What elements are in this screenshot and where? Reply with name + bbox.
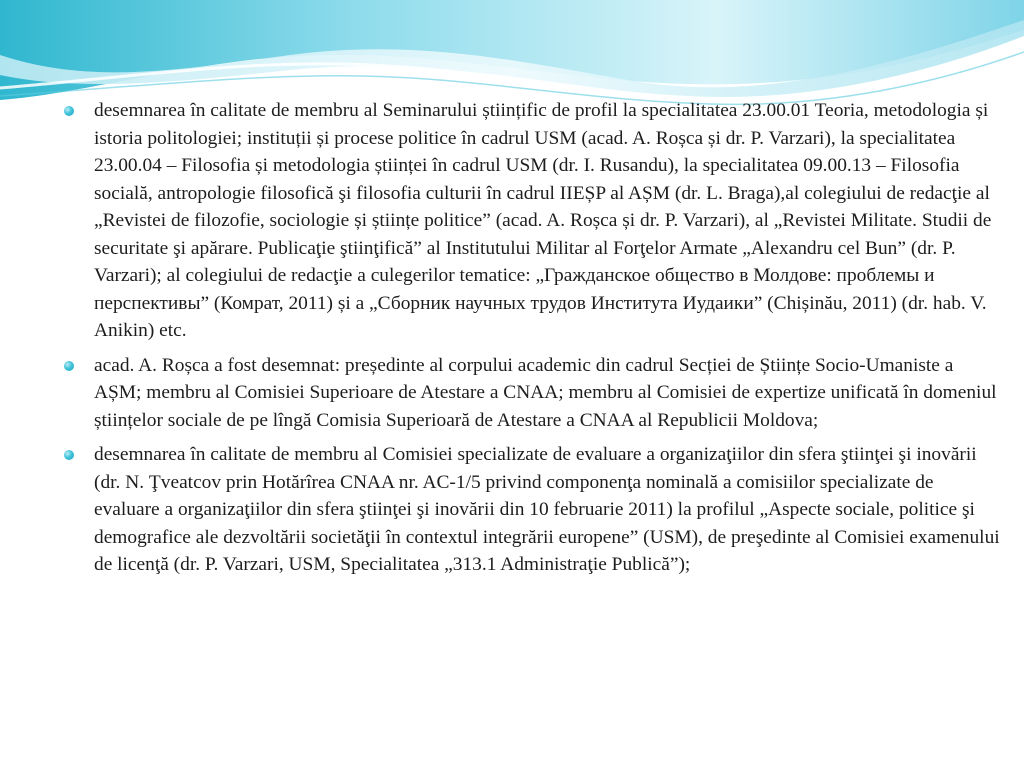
bullet-item: [60, 97, 1000, 345]
circle-bullet-icon: [64, 361, 74, 371]
header-wave-decoration: [0, 0, 1024, 110]
bullet-list: [60, 97, 1000, 579]
bullet-text: acad. A. Roșca a fost desemnat: președinte al corpului academic din cadrul Secției de Științe Socio-Umaniste a AȘM; membru al Comisiei Superioare de Atestare a CNAA; membru al Comisiei de expertize unificată în domeniul științelor sociale de pe lîngă Comisia Superioară de Atestare a CNAA al Republicii Moldova;: [94, 354, 997, 431]
circle-bullet-icon: [64, 106, 74, 116]
bullet-item: [60, 441, 1000, 579]
bullet-text: desemnarea în calitate de membru al Seminarului științific de profil la specialitatea 23.00.01 Teoria, metodologia și istoria politologiei; instituții și procese politice în cadrul USM (acad. A. Roșca și dr. P. Varzari), la specialitatea 23.00.04 – Filosofia și metodologia științei în cadrul USM (dr. I. Rusandu), la specialitatea 09.00.13 – Filosofia socială, antropologie filosofică şi filosofia culturii în cadrul IIEȘP al AȘM (dr. L. Braga),al colegiului de redacţie al „Revistei de filozofie, sociologie și științe politice” (acad. A. Roșca și dr. P. Varzari), al „Revistei Militate. Studii de securitate şi apărare. Publicaţie ştiinţifică” al Institutului Militar al Forţelor Armate „Alexandru cel Bun” (dr. P. Varzari); al colegiului de redacţie a culegerilor tematice: „Гражданское общество в Молдове: проблемы и перспективы” (Комрат, 2011) și a „Сборник научных трудов Института Иудаики” (Chișinău, 2011) (dr. hab. V. Anikin) etc.: [94, 100, 992, 341]
bullet-text: desemnarea în calitate de membru al Comisiei specializate de evaluare a organizaţiilor din sfera ştiinţei şi inovării (dr. N. Ţveatcov prin Hotărîrea CNAA nr. AC-1/5 privind componenţa nominală a comisiilor specializate de evaluare a organizaţiilor din sfera ştiinţei şi inovării din 10 februarie 2011) la profilul „Aspecte sociale, politice şi demografice ale dezvoltării societăţii în contextul integrării europene” (USM), de preşedinte al Comisiei examenului de licenţă (dr. P. Varzari, USM, Specialitatea „313.1 Administraţie Publică”);: [94, 444, 1000, 575]
circle-bullet-icon: [64, 450, 74, 460]
content-area: [60, 97, 1000, 586]
bullet-item: [60, 352, 1000, 435]
